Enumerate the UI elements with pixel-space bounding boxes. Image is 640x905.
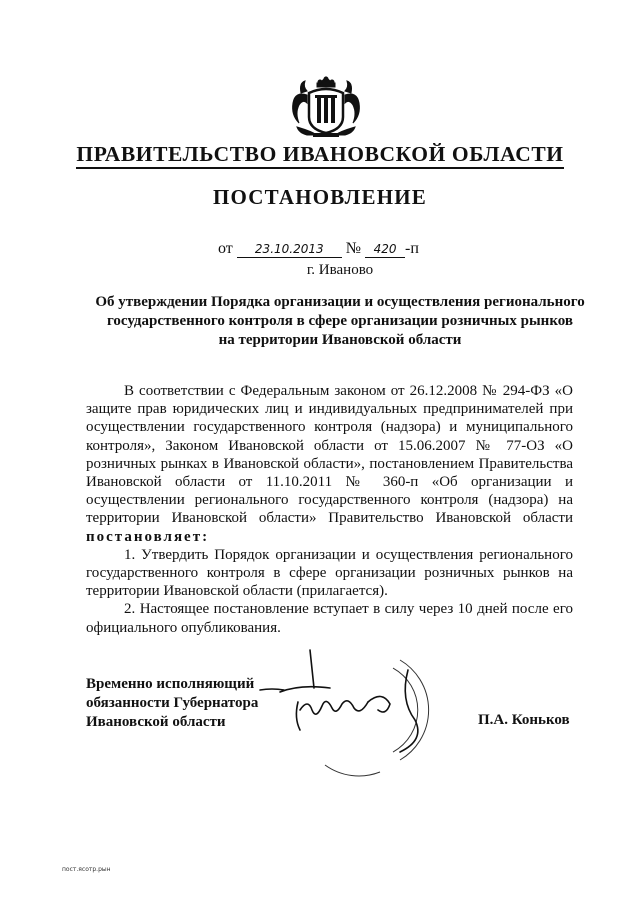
resolves-word: постановляет:: [86, 528, 210, 545]
title-line-1: Об утверждении Порядка организации и осуществления регионального: [95, 294, 585, 310]
signer-position: [86, 675, 258, 732]
date-prefix: от: [218, 240, 233, 257]
document-title: [70, 293, 610, 350]
city: г. Иваново: [306, 262, 374, 278]
government-name: [0, 142, 640, 167]
official-seal-and-signature: [250, 640, 450, 790]
title-line-3: на территории Ивановской области: [218, 332, 462, 348]
intro-paragraph: [86, 382, 573, 546]
number-suffix: -п: [405, 240, 419, 257]
number-prefix: №: [345, 240, 362, 257]
item-2: 2. Настоящее постановление вступает в силу через 10 дней после его официального опубликования.: [86, 601, 573, 636]
document-type: ПОСТАНОВЛЕНИЕ: [212, 185, 428, 209]
intro-text: В соответствии с Федеральным законом от 26.12.2008 № 294-ФЗ «О защите прав юридических лиц и индивидуальных предпринимателей при осуществлении государственного контроля (надзора) и муниципального контроля», Законом Ивановской области от 15.06.2007 № 77-ОЗ «О розничных рынках в Ивановской области», постановлением Правительства Ивановской области от 11.10.2011 № 360-п «Об организации и осуществлении регионального государственного контроля (надзора) на территории Ивановской области» Правительство Ивановской области: [86, 383, 573, 527]
signer-line-3: Ивановской области: [86, 714, 226, 730]
title-line-2: государственного контроля в сфере организации розничных рынков: [106, 313, 574, 329]
coat-of-arms-icon: [287, 73, 365, 139]
item-1: 1. Утвердить Порядок организации и осуществления регионального государственного контроля в сфере организации розничных рынков на территории Ивановской области (прилагается).: [86, 546, 573, 600]
signer-line-1: Временно исполняющий: [86, 676, 255, 692]
document-date: 23.10.2013: [237, 241, 342, 258]
file-reference: пост.ясотр.рын: [62, 866, 111, 873]
document-number: 420: [365, 241, 405, 258]
date-number-line: [218, 240, 419, 258]
signer-name: П.А. Коньков: [478, 712, 570, 728]
government-name-text: ПРАВИТЕЛЬСТВО ИВАНОВСКОЙ ОБЛАСТИ: [76, 142, 563, 169]
document-body: [86, 382, 573, 637]
signer-line-2: обязанности Губернатора: [86, 695, 259, 711]
